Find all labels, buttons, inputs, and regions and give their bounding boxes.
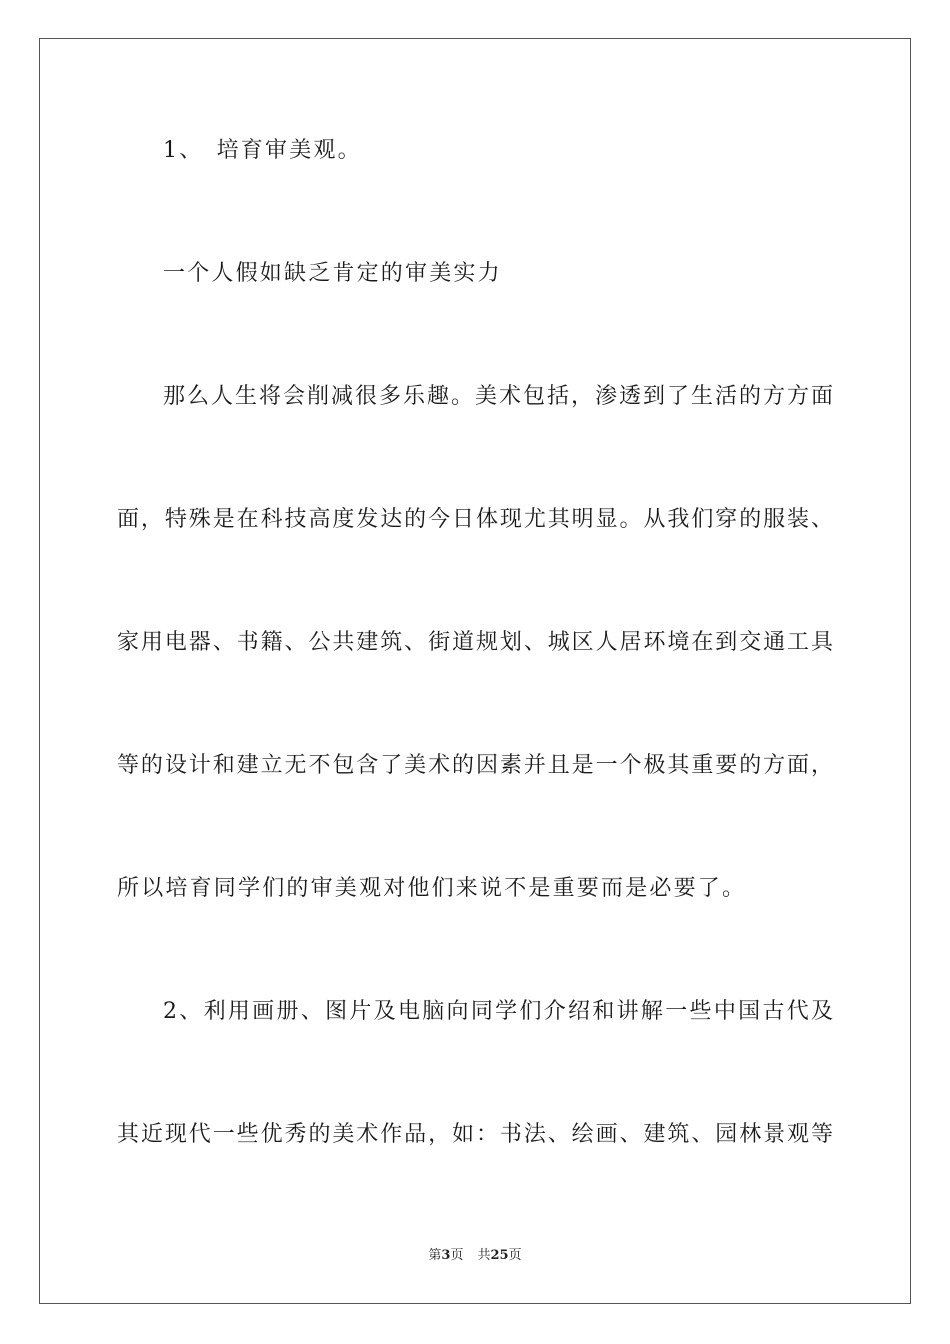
paragraph-line: 所以培育同学们的审美观对他们来说不是重要而是必要了。: [117, 876, 747, 901]
paragraph-line: 其近现代一些优秀的美术作品，如：书法、绘画、建筑、园林景观等: [117, 1122, 833, 1147]
paragraph-line: 那么人生将会削减很多乐趣。美术包括，渗透到了生活的方方面: [163, 384, 833, 409]
total-pages: 25: [490, 1248, 509, 1263]
page-prefix: 第: [428, 1248, 442, 1263]
paragraph-line: 面，特殊是在科技高度发达的今日体现尤其明显。从我们穿的服装、: [117, 507, 833, 532]
heading-item-1: 1、 培育审美观。: [163, 138, 362, 163]
page-border: [39, 38, 911, 1304]
paragraph-line: 家用电器、书籍、公共建筑、街道规划、城区人居环境在到交通工具: [117, 630, 833, 655]
page-number: 3: [441, 1248, 451, 1263]
page-suffix: 页: [450, 1248, 464, 1263]
total-suffix: 页: [508, 1248, 522, 1263]
paragraph-line: 等的设计和建立无不包含了美术的因素并且是一个极其重要的方面，: [117, 753, 833, 778]
page-footer: [0, 1247, 950, 1265]
heading-item-2: 2、利用画册、图片及电脑向同学们介绍和讲解一些中国古代及: [163, 999, 833, 1024]
paragraph-line: 一个人假如缺乏肯定的审美实力: [163, 261, 502, 286]
total-prefix: 共: [477, 1248, 491, 1263]
